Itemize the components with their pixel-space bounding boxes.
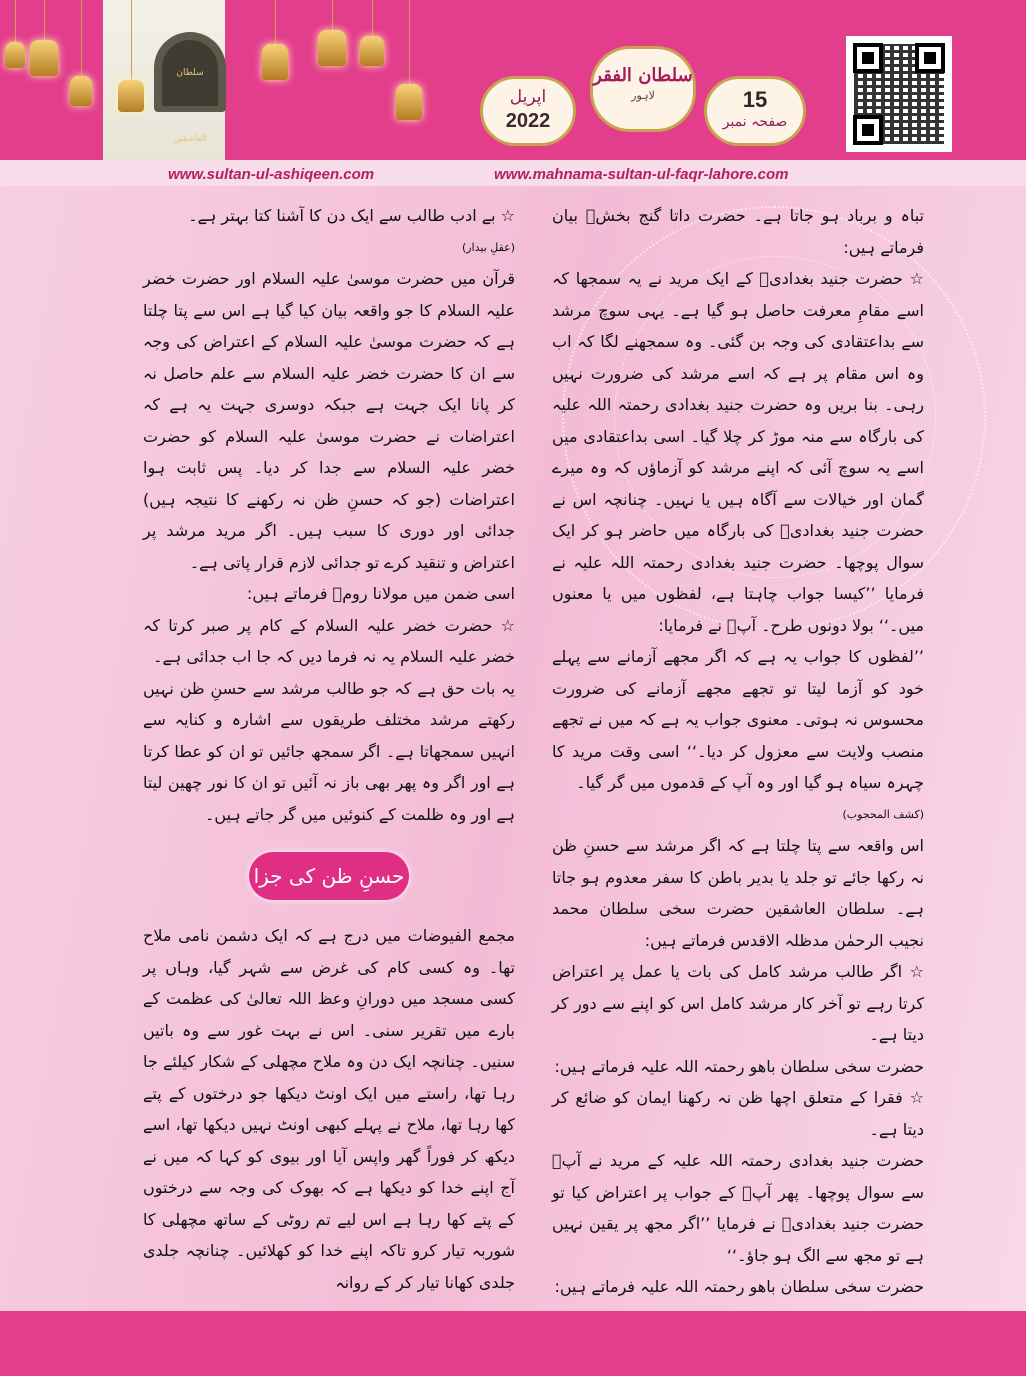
page-number: 15 (742, 87, 768, 112)
emblem-calligraphy: سلطان العاشقین (162, 40, 218, 106)
lantern-icon (5, 0, 25, 70)
paragraph: ☆ فقرا کے متعلق اچھا ظن نہ رکھنا ایمان کو ضائع کر دیتا ہے۔ (552, 1088, 924, 1139)
magazine-logo (590, 46, 696, 132)
paragraph: مجمع الفیوضات میں درج ہے کہ ایک دشمن نامی ملاح تھا۔ وہ کسی کام کی غرض سے شہر گیا، وہاں پر کسی مسجد میں دورانِ وعظ اللہ تعالیٰ کی عظمت کے بارے میں تقریر سنی۔ اس نے بہت غور سے وہ باتیں سنیں۔ چنانچہ ایک دن وہ ملاح مچھلی کے شکار کیلئے جا رہا تھا، راستے میں ایک اونٹ دیکھا جو درختوں کے پتے کھا رہا تھا، ملاح نے پہلے کبھی اونٹ نہیں دیکھا تھا، اسے دیکھ کر فوراً گھر واپس آیا اور بیوی کو کہا کہ میں نے آج اپنے خدا کو دیکھا ہے کہ بھوک کی وجہ سے درختوں کے پتے کھا رہا ہے اس لیے تم روٹی کے ساتھ مچھلی کا شوربہ تیار کرو تاکہ اپنے خدا کو کھلائیں۔ چنانچہ جلدی جلدی کھانا تیار کر کے روانہ (143, 926, 515, 1292)
lantern-icon (70, 0, 92, 110)
qr-finder-icon (853, 115, 883, 145)
lantern-icon (262, 0, 288, 80)
website-link-mahnama[interactable]: www.mahnama-sultan-ul-faqr-lahore.com (494, 166, 789, 183)
lantern-icon (396, 0, 422, 126)
article-body (0, 186, 1026, 1311)
paragraph: یہ بات حق ہے کہ جو طالب مرشد سے حسنِ ظن نہیں رکھتے مرشد مختلف طریقوں سے اشارہ و کنایہ سے انہیں سمجھاتا ہے۔ اگر سمجھ جائیں تو ان کو عطا کرتا ہے اور اگر وہ پھر بھی باز نہ آئیں تو ان کا نور چھین لیتا ہے اور وہ ظلمت کے کنوئیں میں گر جاتے ہیں۔ (143, 678, 515, 824)
citation: (کشف المحجوب) (842, 807, 924, 821)
lantern-icon (360, 0, 384, 70)
paragraph: ☆ اگر طالب مرشد کامل کی بات یا عمل پر اعتراض کرتا رہے تو آخر کار مرشد کامل اس کو اپنے سے دور کر دیتا ہے۔ (552, 962, 924, 1044)
website-link-ashiqeen[interactable]: www.sultan-ul-ashiqeen.com (168, 166, 375, 183)
paragraph: ☆ حضرت خضر علیہ السلام کے کام پر صبر کرتا کہ خضر علیہ السلام یہ نہ فرما دیں کہ جا اب جدائی ہے۔ (143, 615, 515, 666)
lantern-icon (30, 0, 58, 80)
text-column-right (552, 200, 924, 1366)
emblem-arch (154, 32, 226, 144)
paragraph: اسی ضمن میں مولانا رومؒ فرماتے ہیں: (246, 584, 515, 603)
quote-paragraph: ’’لفظوں کا جواب یہ ہے کہ اگر مجھے آزمانے سے پہلے خود کو آزما لیتا تو تجھے مجھے آزمانے کی ضرورت محسوس نہ ہوتی۔ معنوی جواب یہ ہے کہ میں نے تجھے منصب ولایت سے معزول کر دیا۔‘‘ اسی وقت مرید کا چہرہ سیاہ ہو گیا اور وہ آپ کے قدموں میں گر گیا۔ (552, 647, 924, 792)
text-column-left (143, 200, 515, 1298)
paragraph: ☆ بے ادب طالب سے ایک دن کا آشنا کتا بہتر ہے۔ (188, 206, 515, 225)
paragraph: حضرت سخی سلطان باھو رحمتہ اللہ علیہ فرماتے ہیں: (554, 1277, 924, 1296)
qr-code[interactable] (846, 36, 952, 152)
page-number-badge (704, 76, 806, 146)
magazine-city: لاہور (631, 89, 655, 102)
issue-year: 2022 (505, 110, 551, 132)
qr-finder-icon (915, 43, 945, 73)
page-number-label: صفحہ نمبر (722, 114, 788, 130)
paragraph: ☆ حضرت جنید بغدادیؒ کے ایک مرید نے یہ سمجھا کہ اسے مقامِ معرفت حاصل ہو گیا ہے۔ یہی سوچ مرشد سے بداعتقادی کی وجہ بن گئی۔ وہ سمجھنے لگا کہ اب وہ اس مقام پر ہے کہ اسے مرشد کی ضرورت نہیں رہی۔ بنا بریں وہ حضرت جنید بغدادی رحمتہ اللہ علیہ کی بارگاہ سے منہ موڑ کر چلا گیا۔ اسی بداعتقادی میں اسے یہ سوچ آئی کہ اپنے مرشد کو آزماؤں کہ وہ میرے گمان اور خیالات سے آگاہ ہیں یا نہیں۔ چنانچہ اس نے حضرت جنید بغدادیؒ کی بارگاہ میں حاضر ہو کر ایک سوال پوچھا۔ حضرت جنید بغدادی رحمتہ اللہ علیہ نے فرمایا ’’کیسا جواب چاہتا ہے، لفظوں میں یا معنوں میں۔‘‘ بولا دونوں طرح۔ آپؒ نے فرمایا: (552, 269, 924, 635)
section-heading: حسنِ ظن کی جزا (249, 852, 409, 900)
citation: (عقلِ بیدار) (461, 240, 515, 254)
paragraph: قرآن میں حضرت موسیٰ علیہ السلام اور حضرت خضر علیہ السلام کا جو واقعہ بیان کیا گیا ہے اس سے پتا چلتا ہے کہ حضرت موسیٰ علیہ السلام کے اعتراض کی وجہ سے ان کا حضرت خضر علیہ السلام سے علم حاصل نہ کر پانا ایک جہت ہے جبکہ دوسری جہت یہ ہے کہ اعتراضات نے حضرت موسیٰ علیہ السلام کو حضرت خضر علیہ السلام سے جدا کر دیا۔ پس ثابت ہوا اعتراضات (جو کہ حسنِ ظن نہ رکھنے کا نتیجہ ہیں) جدائی اور دوری کا سبب ہیں۔ اگر مرید مرشد پر اعتراض و تنقید کرے تو جدائی لازم قرار پاتی ہے۔ (143, 269, 515, 572)
url-bar (0, 160, 1026, 186)
paragraph: حضرت جنید بغدادی رحمتہ اللہ علیہ کے مرید نے آپؒ سے سوال پوچھا۔ پھر آپؒ کے جواب پر اعتراض کیا تو حضرت جنید بغدادیؒ نے فرمایا ’’اگر مجھ پر یقین نہیں ہے تو مجھ سے الگ ہو جاؤ۔‘‘ (552, 1151, 924, 1265)
lantern-icon (318, 0, 346, 66)
magazine-name: سلطان الفقر (593, 65, 693, 86)
paragraph: تباہ و برباد ہو جاتا ہے۔ حضرت داتا گنج بخشؒ بیان فرماتے ہیں: (552, 206, 924, 257)
qr-finder-icon (853, 43, 883, 73)
lantern-icon (118, 0, 144, 120)
paragraph: اس واقعہ سے پتا چلتا ہے کہ اگر مرشد سے حسنِ ظن نہ رکھا جائے تو جلد یا بدیر باطن کا سفر معدوم ہو جاتا ہے۔ سلطان العاشقین حضرت سخی سلطان محمد نجیب الرحمٰن مدظلہ الاقدس فرماتے ہیں: (552, 836, 924, 950)
page-header (0, 0, 1026, 160)
page-footer (0, 1311, 1026, 1376)
issue-month: اپریل (509, 87, 547, 107)
issue-date-badge (480, 76, 576, 146)
paragraph: حضرت سخی سلطان باھو رحمتہ اللہ علیہ فرماتے ہیں: (554, 1056, 924, 1076)
